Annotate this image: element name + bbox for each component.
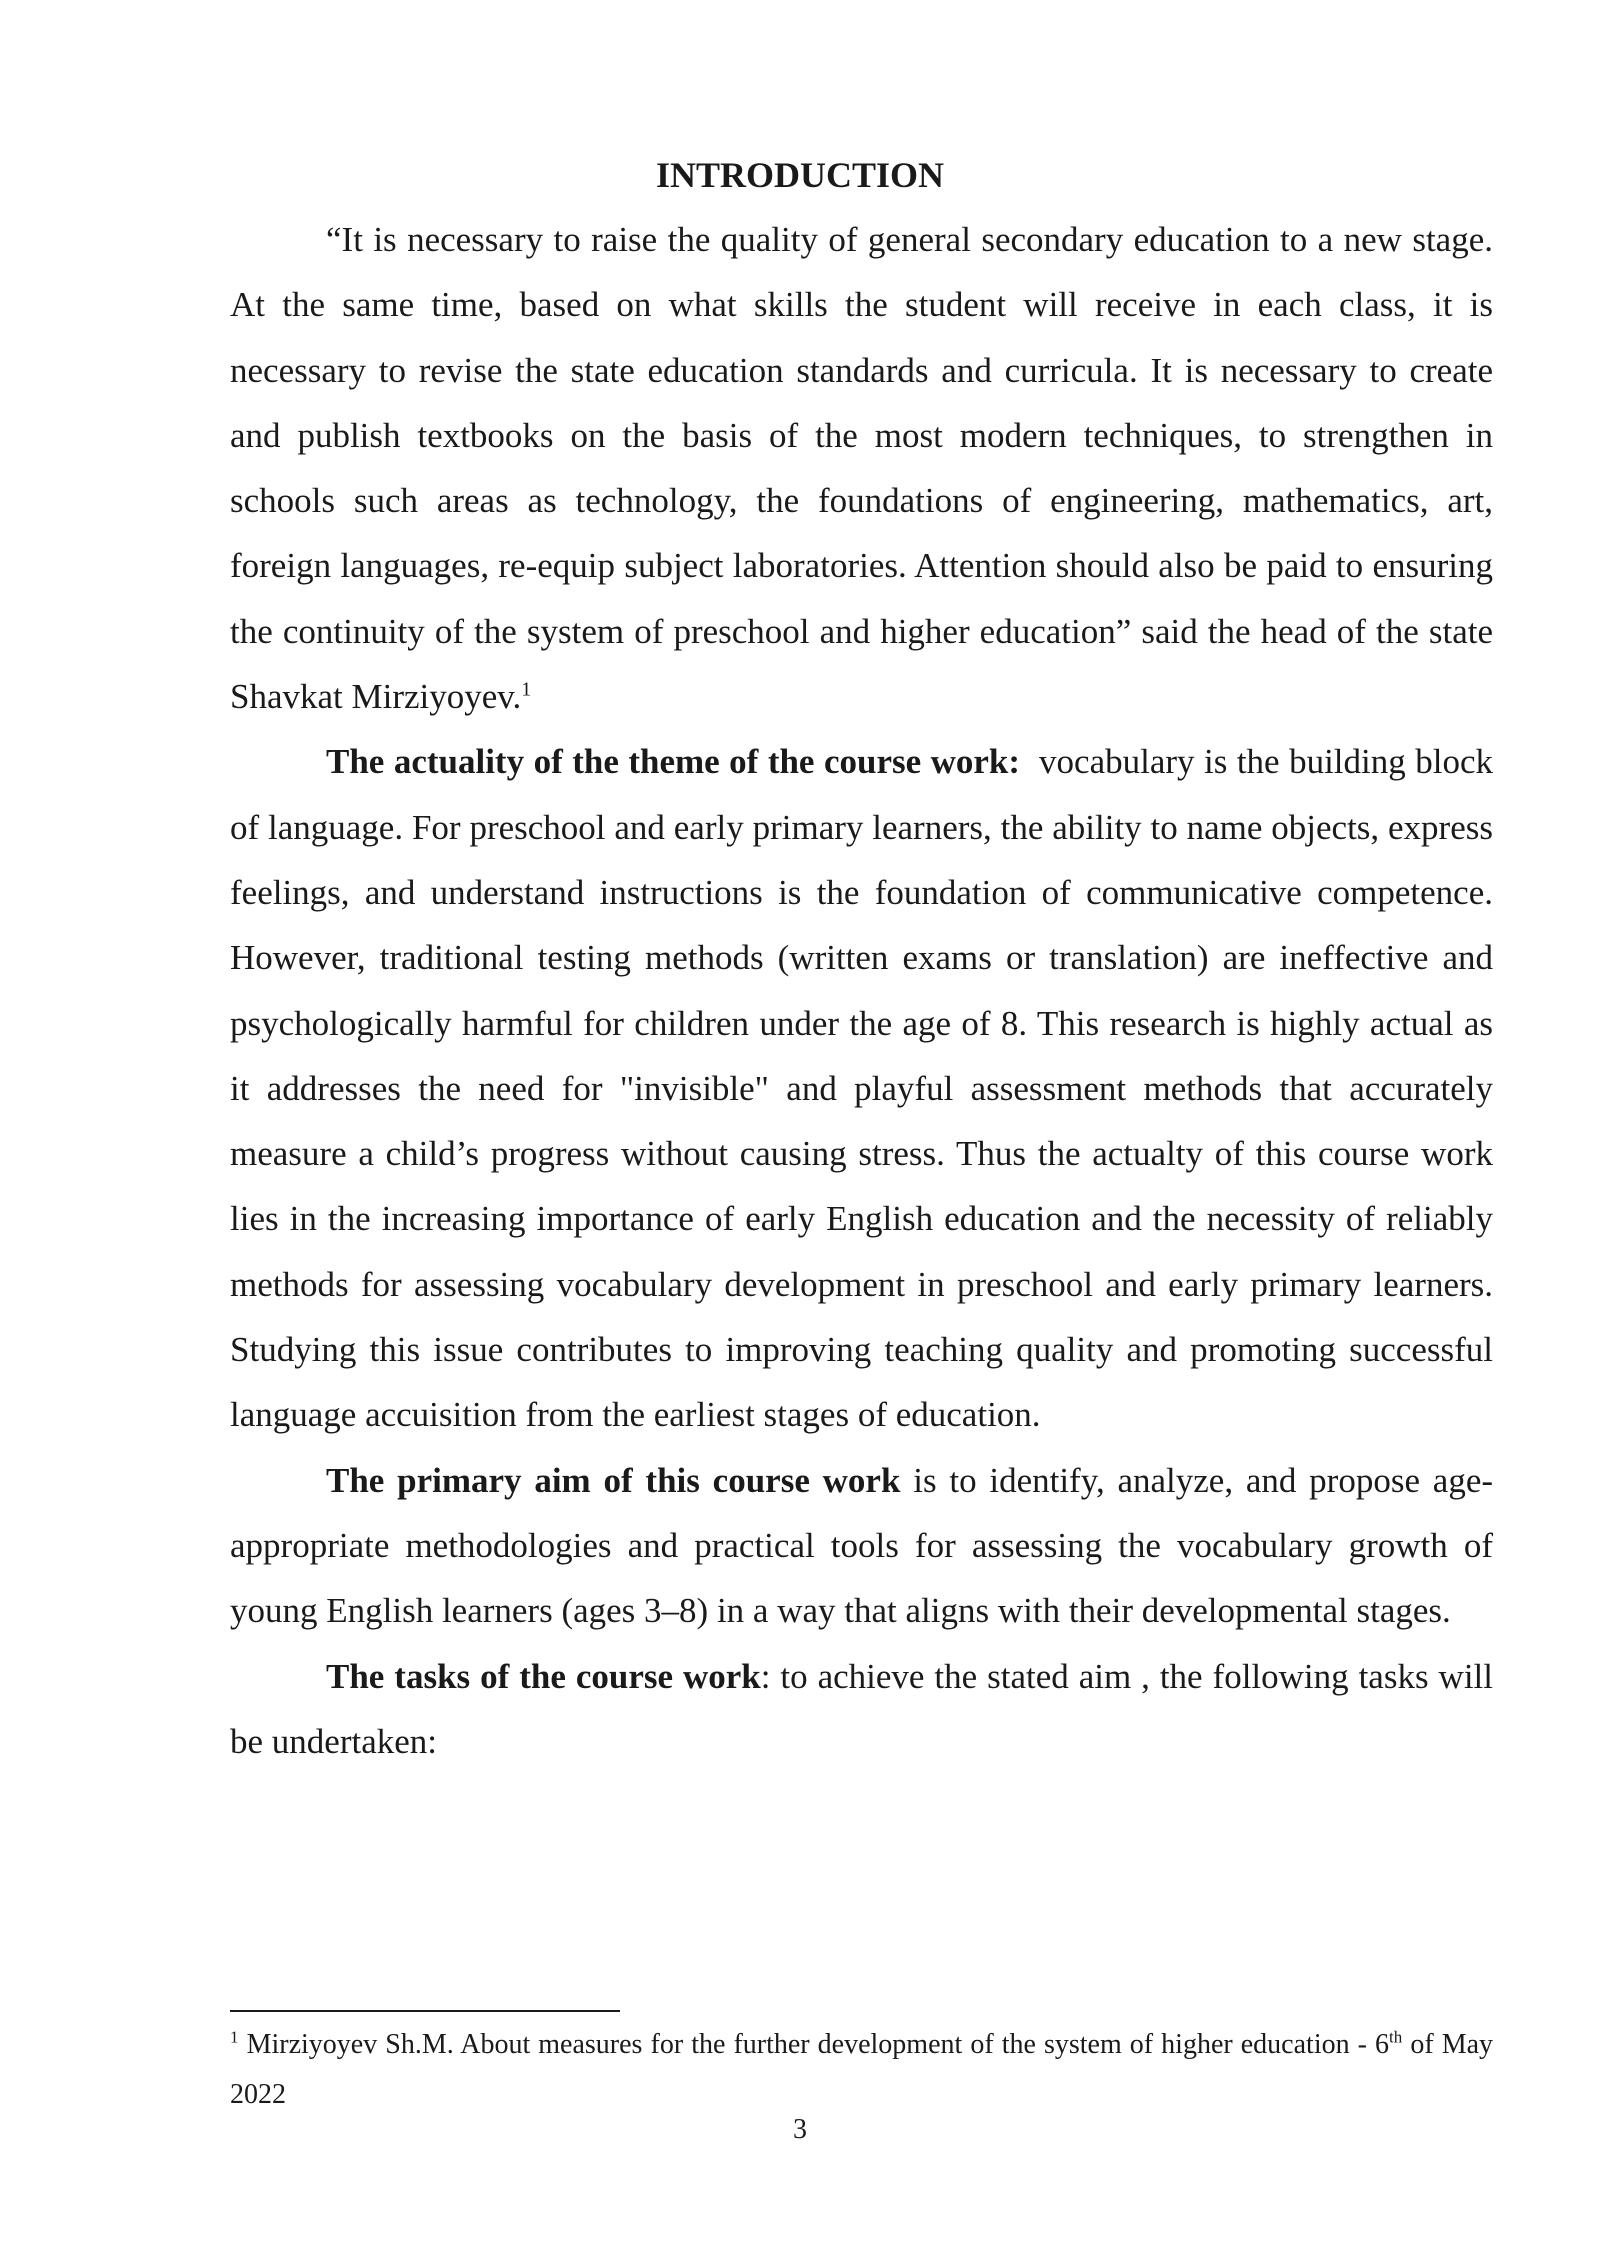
aim-text: is to identify, analyze, and propose age-appropriate methodologies and practical tools for assessing the vocabulary growth of young English learners (ages 3–8) in a way that aligns with their developmental stages. <box>230 1460 1494 1631</box>
page-title: INTRODUCTION <box>655 155 945 195</box>
actuality-text: vocabulary is the building block of language. For preschool and early primary learners, the ability to name objects, express feelings, and understand instructions is the foundation of communicative competence. However, traditional testing methods (written exams or translation) are ineffective and psychologically harmful for children under the age of 8. This research is highly actual as it addresses the need for "invisible" and playful assessment methods that accurately measure a child’s progress without causing stress. Thus the actualty of this course work lies in the increasing importance of early English education and the necessity of reliably methods for assessing vocabulary development in preschool and early primary learners. Studying this issue contributes to improving teaching quality and promoting successful language accuisition from the earliest stages of education. <box>230 742 1493 1435</box>
quote-text: “It is necessary to raise the quality of general secondary education to a new stage. At the same time, based on what skills the student will receive in each class, it is necessary to revise the state education standards and curricula. It is necessary to create and publish textbooks on the basis of the most modern techniques, to strengthen in schools such areas as technology, the foundations of engineering, mathematics, art, foreign languages, re-equip subject laboratories. Attention should also be paid to ensuring the continuity of the system of preschool and higher education” said the head of the state Shavkat Mirziyoyev. <box>230 220 1493 717</box>
aim-lead: The primary aim of this course work <box>326 1460 901 1500</box>
quote-paragraph <box>230 207 1493 729</box>
tasks-paragraph <box>230 1644 1493 1775</box>
page-number: 3 <box>793 2114 807 2145</box>
actuality-paragraph <box>230 729 1493 1447</box>
actuality-lead: The actuality of the theme of the course work: <box>326 742 1021 782</box>
footnote-date: of May 2022 <box>230 2029 1494 2110</box>
body-text <box>230 207 1493 1774</box>
footnote-mark: 1 <box>230 2027 239 2047</box>
aim-paragraph <box>230 1448 1493 1644</box>
tasks-text: : to achieve the stated aim , the following tasks will be undertaken: <box>230 1656 1493 1761</box>
footnote-ordinal-suffix: th <box>1389 2027 1403 2047</box>
tasks-lead: The tasks of the course work <box>326 1656 761 1696</box>
footnote <box>230 2020 1493 2120</box>
footnote-divider <box>230 2010 620 2012</box>
footnote-text: Mirziyoyev Sh.M. About measures for the further development of the system of higher education - 6 <box>246 2029 1390 2060</box>
footnote-reference[interactable]: 1 <box>521 678 532 701</box>
